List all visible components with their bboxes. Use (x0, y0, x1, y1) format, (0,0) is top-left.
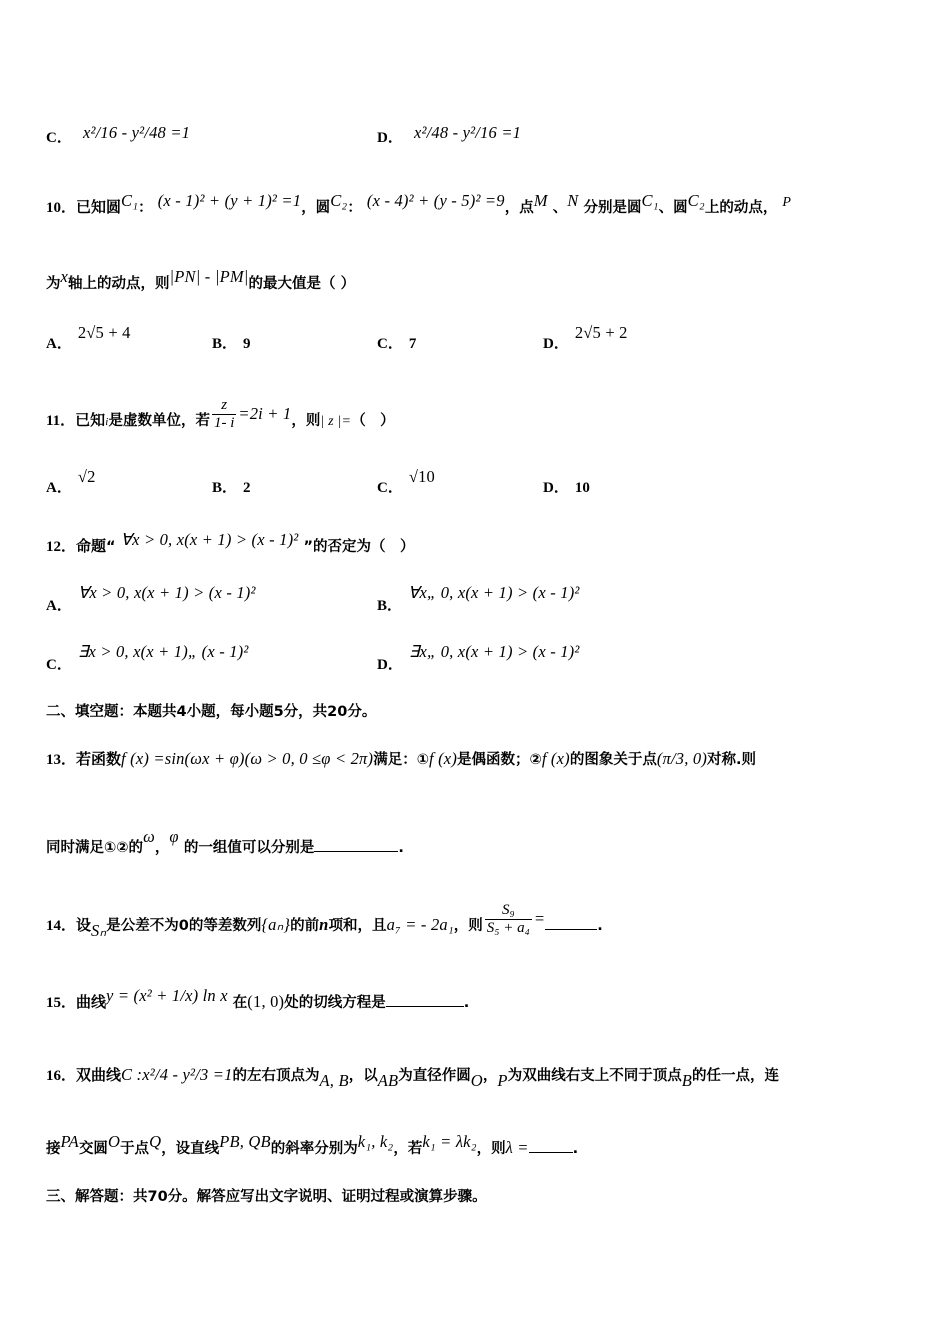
answer-blank[interactable] (529, 1152, 573, 1153)
q9-option-d (377, 104, 522, 146)
colon: ： (347, 200, 362, 216)
curve-c: C : (121, 1065, 143, 1084)
colon: ： (138, 200, 153, 216)
text: . (463, 995, 470, 1011)
question-number: 10．已知圆 (46, 200, 122, 216)
line-pa: PA (60, 1132, 79, 1151)
q15-line (46, 986, 470, 1012)
option-label: A． (46, 480, 72, 496)
text: 的最大值是（ ） (248, 276, 356, 292)
answer-blank[interactable] (386, 1006, 464, 1007)
circle-c2-ref: C₂ (687, 191, 705, 210)
text: ，以 (348, 1068, 378, 1084)
option-label: D． (543, 480, 569, 496)
x-axis-var: x (60, 267, 69, 286)
text: 的左右顶点为 (232, 1068, 320, 1084)
section-heading-fill-in: 二、填空题：本题共4小题，每小题5分，共20分。 (46, 704, 377, 720)
q10-option-b (212, 332, 251, 353)
omega: ω (143, 827, 155, 846)
question-number: 14．设 (46, 917, 92, 934)
q10-option-d (543, 322, 628, 352)
circle-c2-equation: (x - 4)² + (y - 5)² =9 (366, 191, 505, 210)
text: 是偶函数；② (457, 752, 542, 768)
text: 为双曲线右支上不同于顶点 (507, 1068, 682, 1084)
text: 满足：① (373, 752, 429, 768)
circle-o: O (470, 1071, 483, 1090)
n-var: n (319, 914, 329, 934)
option-label: C． (46, 130, 72, 146)
q16-line-2 (46, 1132, 579, 1158)
circle-c1: C₁ (121, 191, 139, 210)
option-label: D． (377, 130, 403, 146)
option-value: 2√5 + 4 (77, 323, 131, 342)
proposition: ∀x > 0, x(x + 1) > (x - 1)² (120, 530, 299, 549)
option-value: ∀x„ 0, x(x + 1) > (x - 1)² (408, 583, 580, 602)
section-heading-solutions: 三、解答题：共70分。解答应写出文字说明、证明过程或演算步骤。 (46, 1189, 487, 1205)
q12-option-b (377, 582, 580, 614)
q11-option-a (46, 466, 96, 496)
option-value: 10 (574, 480, 590, 496)
text: 的一组值可以分别是 (183, 840, 315, 856)
text: （ ） (351, 412, 395, 429)
abs-difference: |PN| - |PM| (169, 267, 249, 286)
text: ，点 (504, 200, 534, 216)
q10-line-2 (46, 267, 356, 293)
option-label: A． (46, 598, 72, 614)
ratio-fraction (485, 902, 532, 938)
answer-blank[interactable] (314, 851, 398, 852)
text: 的任一点，连 (691, 1068, 779, 1084)
option-value: √2 (77, 467, 96, 486)
text: 接 (46, 1141, 61, 1157)
symmetry-point: (π/3, 0) (656, 749, 708, 768)
point-p: P (782, 195, 792, 210)
partial-sum: Sₙ (91, 920, 107, 940)
q9-option-c (46, 104, 191, 146)
slopes: k₁, k₂ (357, 1132, 394, 1151)
option-value: 7 (408, 336, 417, 352)
function-definition: f (x) =sin(ωx + φ)(ω > 0, 0 ≤φ < 2π) (121, 749, 374, 768)
q11-line (46, 397, 395, 439)
point-q: Q (149, 1132, 162, 1151)
option-value: 9 (243, 336, 251, 352)
option-value: 2√5 + 2 (574, 323, 628, 342)
equation-rhs: =2i + 1 (238, 403, 292, 423)
text: 对称.则 (707, 752, 757, 768)
text: ，则 (453, 917, 483, 934)
option-value: ∃x > 0, x(x + 1)„ (x - 1)² (77, 642, 249, 661)
answer-blank[interactable] (545, 929, 597, 930)
text: 于点 (120, 1141, 150, 1157)
text: 处的切线方程是 (284, 995, 386, 1011)
option-label: B． (212, 480, 238, 496)
point-p: P (497, 1071, 508, 1090)
q10-option-c (377, 332, 416, 353)
imaginary-unit: i (105, 415, 109, 428)
text: 交圆 (78, 1141, 108, 1157)
text: . (597, 917, 603, 934)
denominator: 1- i (213, 415, 235, 432)
question-number: 15．曲线 (46, 995, 107, 1011)
question-number: 12．命题 (46, 539, 107, 555)
option-value: ∃x„ 0, x(x + 1) > (x - 1)² (408, 642, 580, 661)
option-value: 2 (243, 480, 251, 496)
text: 是虚数单位，若 (108, 412, 210, 429)
text: . (398, 840, 404, 856)
q12-option-d (377, 641, 580, 673)
option-label: B． (377, 598, 403, 614)
text: 项和，且 (328, 917, 387, 934)
text: 为 (46, 276, 61, 292)
circle-c2: C₂ (330, 191, 348, 210)
function-f: f (x) (429, 749, 458, 768)
equals-sign: = (533, 908, 546, 928)
q10-option-a (46, 322, 131, 352)
circle-o: O (107, 1132, 121, 1151)
question-number: 16．双曲线 (46, 1068, 122, 1084)
q12-option-a (46, 582, 256, 614)
q11-option-c (377, 466, 435, 496)
option-label: A． (46, 336, 72, 352)
text: 同时满足①②的 (46, 840, 144, 856)
text: 分别是圆 (583, 200, 642, 216)
quote: “ (106, 539, 116, 555)
quote: ” (303, 539, 314, 555)
point-n: N (567, 191, 579, 210)
sequence-an: {aₙ} (261, 914, 291, 934)
q14-line (46, 902, 603, 944)
text: 在 (232, 995, 248, 1011)
text: ，设直线 (161, 1141, 220, 1157)
numerator: z (212, 397, 236, 415)
lambda: λ = (505, 1138, 529, 1157)
option-value: √10 (408, 467, 435, 486)
option-value: ∀x > 0, x(x + 1) > (x - 1)² (77, 583, 256, 602)
text: 是公差不为0的等差数列 (106, 917, 262, 934)
modulus-z: | z |= (320, 413, 352, 429)
text: ， (154, 840, 170, 856)
hyperbola-equation: x²/16 - y²/48 =1 (82, 123, 191, 142)
separator: 、 (552, 200, 568, 216)
condition: a₇ = - 2a₁ (386, 914, 454, 934)
curve-expression: y = (x² + 1/x) ln x (106, 986, 228, 1005)
text: ， (482, 1068, 498, 1084)
text: 的斜率分别为 (270, 1141, 358, 1157)
lines-pb-qb: PB, QB (219, 1132, 271, 1151)
hyperbola-equation: x²/48 - y²/16 =1 (413, 123, 522, 142)
text: 为直径作圆 (398, 1068, 471, 1084)
point-m: M (533, 191, 548, 210)
text: 、圆 (658, 200, 688, 216)
question-number: 13．若函数 (46, 752, 122, 768)
vertex-b: B (681, 1071, 692, 1090)
vertices-ab: A, B (319, 1071, 349, 1090)
slope-relation: k₁ = λk₂ (422, 1132, 477, 1151)
text: 轴上的动点，则 (68, 276, 170, 292)
q13-line-2 (46, 827, 404, 857)
q11-option-d (543, 476, 590, 497)
option-label: D． (543, 336, 569, 352)
option-label: B． (212, 336, 238, 352)
q12-line (46, 530, 415, 556)
text: ，圆 (301, 200, 331, 216)
q10-line-1 (46, 191, 792, 217)
text: ，则 (476, 1141, 506, 1157)
q11-option-b (212, 476, 251, 497)
question-number: 11．已知 (46, 412, 106, 429)
option-label: C． (377, 336, 403, 352)
text: 的图象关于点 (569, 752, 657, 768)
text: 的否定为（ ） (313, 539, 415, 555)
text: . (572, 1141, 579, 1157)
text: ，若 (393, 1141, 423, 1157)
tangent-point: (1, 0) (247, 992, 285, 1011)
circle-c1-ref: C₁ (641, 191, 659, 210)
phi: φ (169, 827, 179, 846)
function-f: f (x) (541, 749, 570, 768)
fraction-z-over-1-minus-i (212, 397, 236, 433)
q13-line-1 (46, 748, 756, 769)
option-label: C． (377, 480, 403, 496)
text: 上的动点， (704, 200, 778, 216)
text: 的前 (290, 917, 320, 934)
segment-ab: AB (377, 1071, 399, 1090)
numerator: S₉ (485, 902, 532, 920)
option-label: C． (46, 657, 72, 673)
q16-line-1 (46, 1064, 779, 1090)
option-label: D． (377, 657, 403, 673)
text: ，则 (291, 412, 321, 429)
circle-c1-equation: (x - 1)² + (y + 1)² =1 (157, 191, 302, 210)
denominator: S₅ + a₄ (486, 920, 530, 937)
hyperbola-equation: x²/4 - y²/3 =1 (142, 1065, 233, 1084)
q12-option-c (46, 641, 249, 673)
